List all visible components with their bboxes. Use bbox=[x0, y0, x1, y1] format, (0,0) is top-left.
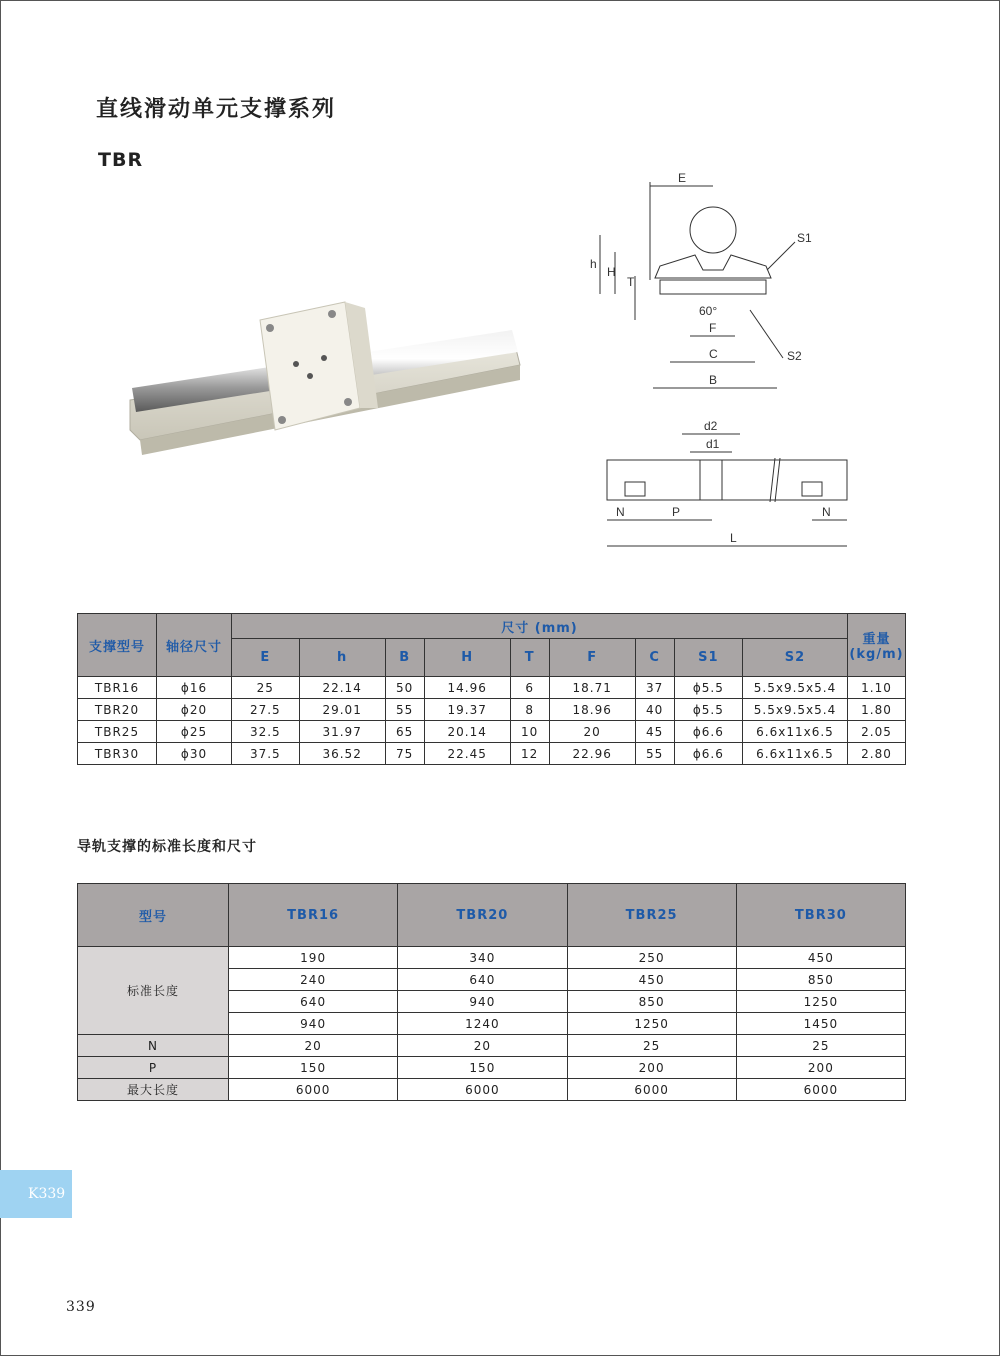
table-row bbox=[78, 743, 906, 765]
table-cell: 55 bbox=[385, 699, 424, 721]
table-row bbox=[78, 947, 906, 969]
table-cell: 27.5 bbox=[232, 699, 300, 721]
col-tbr16: TBR16 bbox=[229, 884, 398, 947]
length-table bbox=[77, 883, 906, 1101]
dims-group-header: 尺寸 (mm) bbox=[232, 614, 848, 639]
table-cell: 65 bbox=[385, 721, 424, 743]
table-cell: 190 bbox=[229, 947, 398, 969]
table-cell: ϕ20 bbox=[157, 699, 232, 721]
page-title: 直线滑动单元支撑系列 bbox=[96, 97, 337, 122]
table-cell: 6 bbox=[510, 677, 549, 699]
table-cell: 150 bbox=[398, 1057, 567, 1079]
col-model-header: 型号 bbox=[78, 884, 229, 947]
table-row bbox=[78, 1057, 906, 1079]
col-tbr25: TBR25 bbox=[567, 884, 736, 947]
table-cell: 6000 bbox=[398, 1079, 567, 1101]
table-cell: 18.71 bbox=[549, 677, 635, 699]
table-cell: 12 bbox=[510, 743, 549, 765]
label-S1: S1 bbox=[797, 231, 812, 245]
label-B: B bbox=[709, 373, 718, 387]
table-row bbox=[78, 677, 906, 699]
table-cell: 1250 bbox=[736, 991, 905, 1013]
table-cell: 31.97 bbox=[299, 721, 385, 743]
col-S2: S2 bbox=[743, 639, 848, 677]
label-N-right: N bbox=[822, 505, 831, 519]
label-L: L bbox=[730, 531, 737, 545]
table-cell: ϕ16 bbox=[157, 677, 232, 699]
table-row bbox=[78, 1035, 906, 1057]
table-cell: 1.10 bbox=[848, 677, 906, 699]
table-cell: 340 bbox=[398, 947, 567, 969]
col-tbr30: TBR30 bbox=[736, 884, 905, 947]
col-tbr20: TBR20 bbox=[398, 884, 567, 947]
label-S2: S2 bbox=[787, 349, 802, 363]
table-cell: 22.45 bbox=[424, 743, 510, 765]
cross-section-drawing bbox=[585, 170, 825, 400]
table-cell: 6000 bbox=[567, 1079, 736, 1101]
table-cell: 5.5x9.5x5.4 bbox=[743, 677, 848, 699]
table-cell: 1250 bbox=[567, 1013, 736, 1035]
table-cell: 45 bbox=[635, 721, 674, 743]
col-weight-header: 重量 (kg/m) bbox=[848, 614, 906, 677]
label-d2: d2 bbox=[704, 420, 718, 433]
table-cell: 2.05 bbox=[848, 721, 906, 743]
table-cell: 37.5 bbox=[232, 743, 300, 765]
table-cell: 25 bbox=[567, 1035, 736, 1057]
table-cell: 36.52 bbox=[299, 743, 385, 765]
table-cell: 850 bbox=[567, 991, 736, 1013]
table-cell: 10 bbox=[510, 721, 549, 743]
table-cell: ϕ5.5 bbox=[674, 677, 742, 699]
side-view-drawing bbox=[600, 420, 855, 555]
p-label: P bbox=[78, 1057, 229, 1079]
table-cell: 640 bbox=[398, 969, 567, 991]
table-cell: 20.14 bbox=[424, 721, 510, 743]
label-E: E bbox=[678, 171, 687, 185]
table-cell: 450 bbox=[736, 947, 905, 969]
table-cell: 50 bbox=[385, 677, 424, 699]
col-shaft-header: 轴径尺寸 bbox=[157, 614, 232, 677]
length-section-title: 导轨支撑的标准长度和尺寸 bbox=[77, 839, 257, 855]
col-T: T bbox=[510, 639, 549, 677]
col-C: C bbox=[635, 639, 674, 677]
table-cell: 450 bbox=[567, 969, 736, 991]
col-F: F bbox=[549, 639, 635, 677]
table-cell: 14.96 bbox=[424, 677, 510, 699]
table-row bbox=[78, 1079, 906, 1101]
table-cell: 32.5 bbox=[232, 721, 300, 743]
table-cell: 5.5x9.5x5.4 bbox=[743, 699, 848, 721]
label-H: H bbox=[607, 265, 616, 279]
table-cell: 640 bbox=[229, 991, 398, 1013]
label-F: F bbox=[709, 321, 717, 335]
table-cell: 40 bbox=[635, 699, 674, 721]
table-cell: 6000 bbox=[736, 1079, 905, 1101]
side-tab: K339 bbox=[0, 1170, 72, 1218]
table-cell: 55 bbox=[635, 743, 674, 765]
label-d1: d1 bbox=[706, 437, 720, 451]
model-series: TBR bbox=[98, 149, 144, 171]
table-cell: 8 bbox=[510, 699, 549, 721]
table-cell: ϕ6.6 bbox=[674, 743, 742, 765]
table-cell: 940 bbox=[229, 1013, 398, 1035]
std-length-label: 标准长度 bbox=[78, 947, 229, 1035]
table-cell: 25 bbox=[232, 677, 300, 699]
label-T: T bbox=[627, 275, 635, 289]
col-E: E bbox=[232, 639, 300, 677]
table-cell: 200 bbox=[567, 1057, 736, 1079]
table-cell: 20 bbox=[229, 1035, 398, 1057]
label-angle: 60° bbox=[699, 304, 718, 318]
page-number: 339 bbox=[66, 1299, 96, 1315]
table-cell: 6.6x11x6.5 bbox=[743, 743, 848, 765]
table-cell: 850 bbox=[736, 969, 905, 991]
max-length-label: 最大长度 bbox=[78, 1079, 229, 1101]
table-cell: 22.14 bbox=[299, 677, 385, 699]
table-cell: 6.6x11x6.5 bbox=[743, 721, 848, 743]
col-h: h bbox=[299, 639, 385, 677]
col-S1: S1 bbox=[674, 639, 742, 677]
table-cell: 250 bbox=[567, 947, 736, 969]
table-cell: 2.80 bbox=[848, 743, 906, 765]
spec-table bbox=[77, 613, 906, 765]
table-row bbox=[78, 721, 906, 743]
table-cell: 25 bbox=[736, 1035, 905, 1057]
table-cell: 37 bbox=[635, 677, 674, 699]
table-cell: ϕ5.5 bbox=[674, 699, 742, 721]
table-cell: 6000 bbox=[229, 1079, 398, 1101]
col-H: H bbox=[424, 639, 510, 677]
table-cell: ϕ6.6 bbox=[674, 721, 742, 743]
product-photo bbox=[120, 290, 540, 490]
label-P: P bbox=[672, 505, 681, 519]
n-label: N bbox=[78, 1035, 229, 1057]
table-cell: 1450 bbox=[736, 1013, 905, 1035]
table-cell: 1.80 bbox=[848, 699, 906, 721]
table-cell: 22.96 bbox=[549, 743, 635, 765]
table-cell: 29.01 bbox=[299, 699, 385, 721]
table-cell: 20 bbox=[549, 721, 635, 743]
table-cell: ϕ30 bbox=[157, 743, 232, 765]
table-cell: TBR30 bbox=[78, 743, 157, 765]
table-cell: TBR25 bbox=[78, 721, 157, 743]
col-B: B bbox=[385, 639, 424, 677]
table-cell: 18.96 bbox=[549, 699, 635, 721]
table-cell: TBR20 bbox=[78, 699, 157, 721]
table-cell: 19.37 bbox=[424, 699, 510, 721]
table-cell: 75 bbox=[385, 743, 424, 765]
table-cell: TBR16 bbox=[78, 677, 157, 699]
label-h: h bbox=[590, 257, 597, 271]
label-N-left: N bbox=[616, 505, 625, 519]
table-cell: 150 bbox=[229, 1057, 398, 1079]
label-C: C bbox=[709, 347, 718, 361]
table-cell: 940 bbox=[398, 991, 567, 1013]
table-cell: 240 bbox=[229, 969, 398, 991]
table-cell: 1240 bbox=[398, 1013, 567, 1035]
col-model-header: 支撑型号 bbox=[78, 614, 157, 677]
table-cell: 200 bbox=[736, 1057, 905, 1079]
table-row bbox=[78, 699, 906, 721]
table-cell: ϕ25 bbox=[157, 721, 232, 743]
table-cell: 20 bbox=[398, 1035, 567, 1057]
